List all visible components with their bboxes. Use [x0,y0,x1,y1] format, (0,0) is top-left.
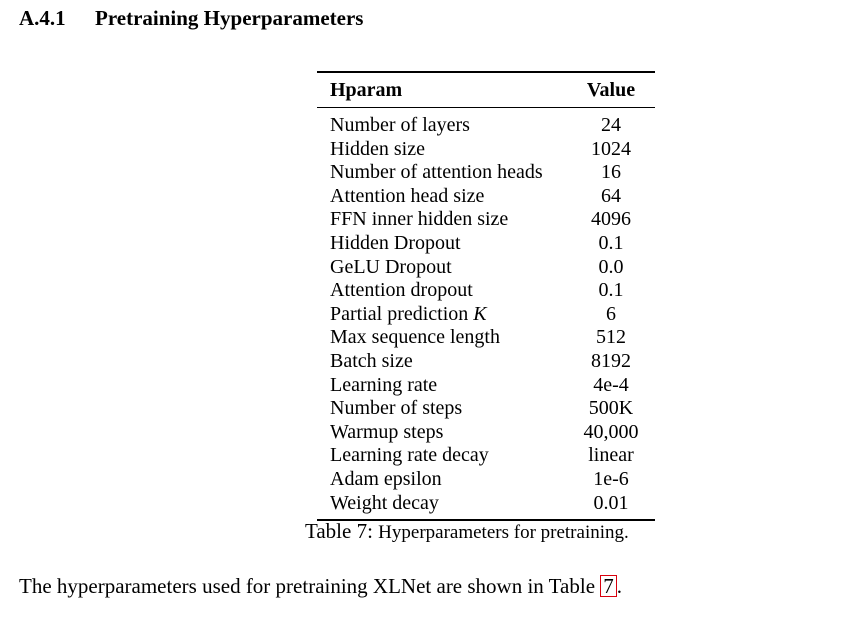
hyperparameter-table-container [317,71,655,521]
param-value: 0.01 [593,491,629,514]
header-value: Value [586,78,636,101]
table-row [317,256,655,280]
param-name-cell [317,444,567,468]
param-name: Learning rate [330,373,438,396]
param-value: 6 [606,302,616,325]
param-name-cell [317,256,567,280]
caption-text: Hyperparameters for pretraining. [378,522,629,543]
header-hparam: Hparam [330,78,403,101]
param-value: 40,000 [583,420,639,443]
param-name: Partial prediction [330,302,469,325]
param-name-cell [317,421,567,445]
param-value: 1024 [591,137,631,160]
param-value: 24 [601,114,621,136]
param-name-cell [317,161,567,185]
table-row [317,326,655,350]
param-name-cell [317,326,567,350]
caption-label: Table 7: [305,519,373,543]
param-name-cell [317,350,567,374]
param-name: GeLU Dropout [330,255,452,278]
table-row [317,444,655,468]
table-row [317,468,655,492]
table-row [317,350,655,374]
param-name: Hidden size [330,137,425,160]
param-name: Max sequence length [330,326,500,349]
table-row [317,492,655,521]
param-name-cell [317,303,567,327]
paragraph-text: The hyperparameters used for pretraining XLNet are shown in Table [19,574,596,598]
paragraph-period: . [616,574,623,598]
table-row [317,303,655,327]
table-header-row [317,72,655,108]
table-row [317,279,655,303]
param-name-cell [317,492,567,521]
section-heading [19,6,363,31]
param-name: Attention head size [330,184,485,207]
param-name-cell [317,185,567,209]
param-name: Weight decay [330,491,439,514]
param-value: 512 [596,326,626,349]
table-caption [305,519,629,544]
table-row [317,421,655,445]
param-name-cell [317,232,567,256]
param-value: 16 [601,161,621,184]
param-name: Attention dropout [330,279,473,302]
param-symbol: K [473,302,487,325]
param-name-cell [317,208,567,232]
param-value: linear [588,444,634,467]
param-name-cell [317,374,567,398]
param-value: 500K [588,397,634,420]
param-name-cell [317,108,567,138]
param-value: 0.0 [598,255,624,278]
param-name: Number of attention heads [330,161,543,184]
param-name-cell [317,279,567,303]
param-value: 4e-4 [593,373,629,396]
param-value: 64 [601,184,621,207]
param-value: 4096 [591,208,631,231]
table-row [317,161,655,185]
table-row [317,397,655,421]
section-title: Pretraining Hyperparameters [95,6,364,30]
param-name: FFN inner hidden size [330,208,509,231]
table-row [317,138,655,162]
table-row [317,108,655,138]
param-value: 0.1 [598,231,624,254]
param-name: Number of steps [330,397,463,420]
param-name-cell [317,397,567,421]
param-name-cell [317,468,567,492]
param-value: 0.1 [598,279,624,302]
table-row [317,374,655,398]
param-name-cell [317,138,567,162]
param-name: Number of layers [330,114,470,136]
hyperparameter-table [317,71,655,521]
param-name: Adam epsilon [330,467,442,490]
param-name: Hidden Dropout [330,231,461,254]
table-row [317,185,655,209]
param-value: 1e-6 [593,467,629,490]
section-number: A.4.1 [19,6,66,30]
table-row [317,208,655,232]
param-name: Batch size [330,349,413,372]
body-paragraph [19,574,622,599]
table-row [317,232,655,256]
table-reference-link[interactable]: 7 [600,575,617,597]
table-body [317,108,655,521]
param-value: 8192 [591,349,631,372]
param-name: Learning rate decay [330,444,489,467]
param-name: Warmup steps [330,420,444,443]
